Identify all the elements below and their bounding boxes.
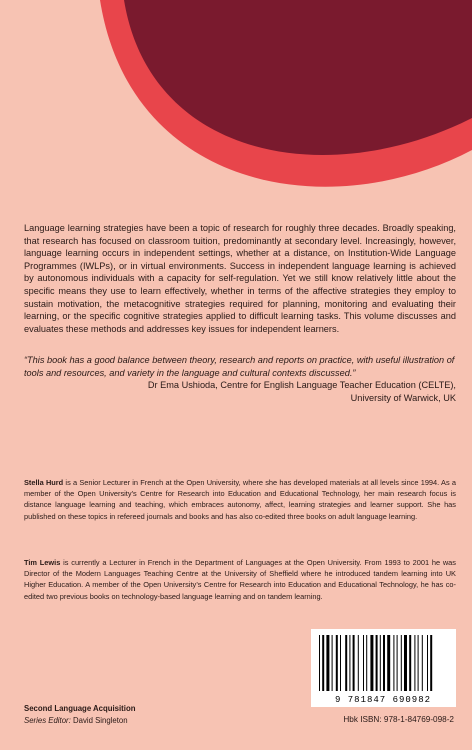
barcode-bar <box>401 635 402 691</box>
barcode-bar <box>393 635 394 691</box>
barcode-bar <box>409 635 411 691</box>
barcode-bar <box>430 635 432 691</box>
barcode-bar <box>336 635 338 691</box>
barcode-bar <box>383 635 385 691</box>
quote-attribution-line1: Dr Ema Ushioda, Centre for English Language Teacher Education (CELTE), <box>147 380 456 391</box>
barcode-bar <box>414 635 415 691</box>
barcode-digits: 9 781847 690982 <box>334 695 432 705</box>
barcode-bars <box>319 635 432 691</box>
barcode-bar <box>326 635 329 691</box>
author-bio-text: is currently a Lecturer in French in the Department of Languages at the Open University. From 1993 to 2001 he was Director of the Modern Languages Teaching Centre at the University of Sheffield where he introduced tandem learning into UK Higher Education. A member of the Open University’s Centre for Research into Education and Educational Technology, he has co-edited two previous books on technology-based language learning and on tandem learning. <box>24 558 456 601</box>
barcode-bar <box>332 635 333 691</box>
barcode-bar <box>404 635 407 691</box>
barcode-bar <box>370 635 373 691</box>
blurb-text: Language learning strategies have been a topic of research for roughly three decades. Broadly speaking, that research has focused on classroom tuition, predominantly at secondary level. Increasingly, however, language learning occurs in independent settings, whether at a distance, on Institution-Wide Language Programmes (IWLPs), or in virtual environments. Success in independent language learning is achieved by autonomous individuals with a capacity for self-regulation. Yet we still know relatively little about the specific means they use to learn effectively, whether in terms of the affective strategies they employ to sustain motivation, the metacognitive strategies required for planning, monitoring and evaluating their learning, or the specific cognitive strategies applied to difficult learning tasks. This volume discusses and evaluates these methods and addresses key issues for independent learners. <box>24 223 456 334</box>
author-name: Tim Lewis <box>24 558 61 567</box>
endorsement-quote <box>24 354 456 404</box>
barcode-bar <box>427 635 428 691</box>
barcode-bar <box>345 635 347 691</box>
barcode-bar <box>363 635 364 691</box>
barcode <box>311 629 456 707</box>
series-title: Second Language Acquisition <box>24 704 136 713</box>
barcode-bar <box>376 635 378 691</box>
quote-text: “This book has a good balance between theory, research and reports on practice, with useful illustration of tools and resources, and variety in the language and cultural contexts discussed.” <box>24 355 455 378</box>
author-bio-lewis <box>24 557 456 602</box>
series-info <box>24 703 135 727</box>
author-bio-text: is a Senior Lecturer in French at the Open University, where she has developed materials at all levels since 1994. As a member of the Open University’s Centre for Research into Education and Educational Technology, her main research focus is distance language learning and teaching, which embraces autonomy, affect, learning strategies and learner support. She has published on these topics in refereed journals and books and has also co-edited three books on adult language learning. <box>24 478 456 521</box>
series-editor-label: Series Editor: <box>24 716 71 725</box>
barcode-bar <box>397 635 398 691</box>
barcode-bar <box>340 635 341 691</box>
barcode-bar <box>418 635 419 691</box>
decorative-arcs <box>0 0 472 200</box>
series-editor <box>24 715 135 727</box>
barcode-graphic <box>311 629 456 707</box>
barcode-bar <box>422 635 423 691</box>
barcode-bar <box>319 635 320 691</box>
quote-attribution-line2: University of Warwick, UK <box>350 392 456 403</box>
barcode-bar <box>387 635 390 691</box>
barcode-bar <box>366 635 367 691</box>
author-name: Stella Hurd <box>24 478 64 487</box>
isbn-label: Hbk ISBN: 978-1-84769-098-2 <box>343 715 454 724</box>
barcode-bar <box>322 635 324 691</box>
barcode-bar <box>349 635 350 691</box>
barcode-bar <box>380 635 381 691</box>
series-editor-name: David Singleton <box>70 716 128 725</box>
author-bio-hurd <box>24 477 456 522</box>
barcode-bar <box>358 635 359 691</box>
barcode-bar <box>353 635 355 691</box>
